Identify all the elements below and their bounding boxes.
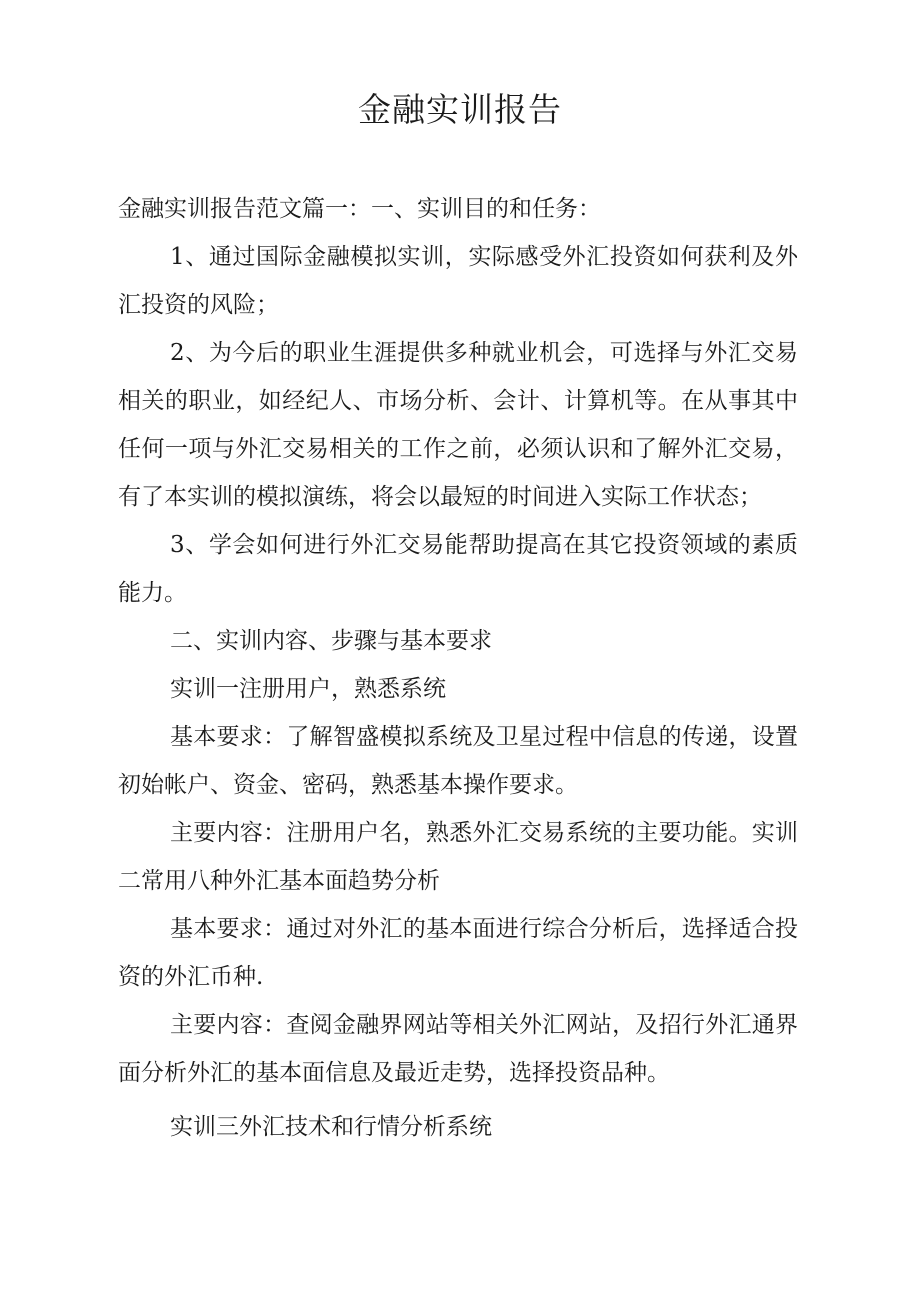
document-title: 金融实训报告 <box>358 90 562 129</box>
training-1-content: 主要内容：注册用户名，熟悉外汇交易系统的主要功能。实训二常用八种外汇基本面趋势分析 <box>118 820 798 894</box>
section-2-heading: 二、实训内容、步骤与基本要求 <box>170 628 492 654</box>
training-1-heading: 实训一注册用户，熟悉系统 <box>170 676 446 702</box>
document-body <box>118 185 798 1151</box>
objective-2-paragraph: 2、为今后的职业生涯提供多种就业机会，可选择与外汇交易相关的职业，如经纪人、市场分析、会计、计算机等。在从事其中任何一项与外汇交易相关的工作之前，必须认识和了解外汇交易，有了本实训的模拟演练，将会以最短的时间进入实际工作状态； <box>118 340 798 510</box>
training-3-heading: 实训三外汇技术和行情分析系统 <box>170 1114 492 1140</box>
training-2-content: 主要内容：查阅金融界网站等相关外汇网站，及招行外汇通界面分析外汇的基本面信息及最近走势，选择投资品种。 <box>118 1012 798 1086</box>
training-2-requirements: 基本要求：通过对外汇的基本面进行综合分析后，选择适合投资的外汇币种. <box>118 916 798 990</box>
training-1-requirements: 基本要求：了解智盛模拟系统及卫星过程中信息的传递，设置初始帐户、资金、密码，熟悉基本操作要求。 <box>118 724 798 798</box>
objective-3-paragraph: 3、学会如何进行外汇交易能帮助提高在其它投资领域的素质能力。 <box>118 532 798 606</box>
intro-paragraph: 金融实训报告范文篇一：一、实训目的和任务： <box>118 196 601 222</box>
objective-1-paragraph: 1、通过国际金融模拟实训，实际感受外汇投资如何获利及外汇投资的风险； <box>118 244 798 318</box>
